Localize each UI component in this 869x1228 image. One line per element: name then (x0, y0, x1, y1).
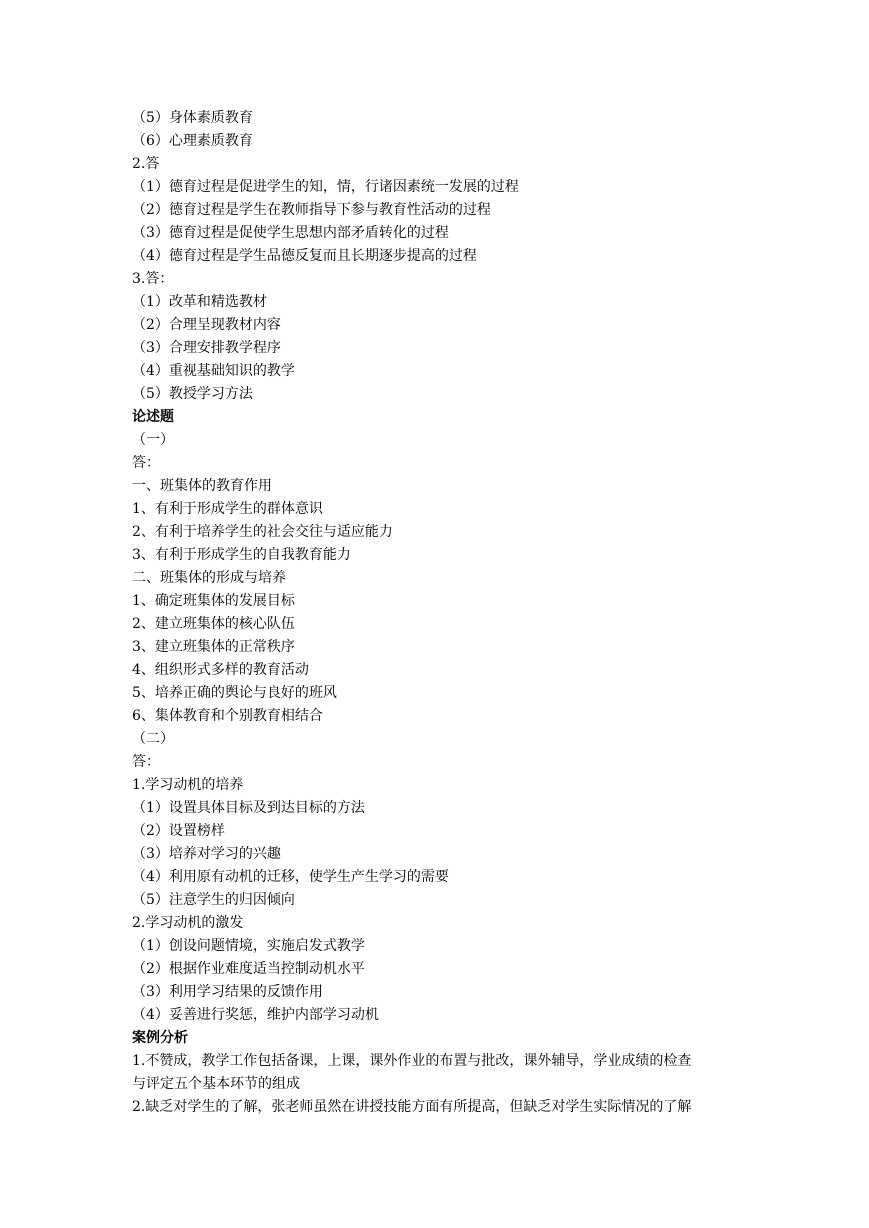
text-line: （1）改革和精选教材 (132, 294, 267, 310)
text-line: （2）合理呈现教材内容 (132, 317, 281, 333)
text-line: （一） (132, 432, 174, 448)
text-line: 5、培养正确的舆论与良好的班风 (132, 685, 337, 701)
text-line: 3、有利于形成学生的自我教育能力 (132, 547, 351, 563)
text-line: （2）根据作业难度适当控制动机水平 (132, 961, 365, 977)
text-line: （4）利用原有动机的迁移，使学生产生学习的需要 (132, 869, 449, 885)
text-line: 二、班集体的形成与培养 (132, 570, 286, 586)
text-line: （3）合理安排教学程序 (132, 340, 281, 356)
text-line: （3）利用学习结果的反馈作用 (132, 984, 323, 1000)
text-line: 1.不赞成，教学工作包括备课，上课，课外作业的布置与批改，课外辅导，学业成绩的检查 (132, 1053, 692, 1069)
text-line: （5）注意学生的归因倾向 (132, 892, 295, 908)
text-line: （4）妥善进行奖惩，维护内部学习动机 (132, 1007, 379, 1023)
text-line: 答： (132, 754, 160, 770)
text-line: （1）德育过程是促进学生的知，情，行诸因素统一发展的过程 (132, 179, 519, 195)
text-line: 2.答 (132, 156, 160, 172)
text-line: 6、集体教育和个别教育相结合 (132, 708, 323, 724)
text-line: （2）德育过程是学生在教师指导下参与教育性活动的过程 (132, 202, 491, 218)
text-line: （5）教授学习方法 (132, 386, 253, 402)
text-line: 与评定五个基本环节的组成 (132, 1076, 300, 1092)
text-line: 2.学习动机的激发 (132, 915, 244, 931)
text-line: （3）培养对学习的兴趣 (132, 846, 281, 862)
text-line: （2）设置榜样 (132, 823, 225, 839)
section-heading: 案例分析 (132, 1030, 188, 1046)
section-heading: 论述题 (132, 409, 174, 425)
text-line: （3）德育过程是促使学生思想内部矛盾转化的过程 (132, 225, 449, 241)
text-line: 2.缺乏对学生的了解，张老师虽然在讲授技能方面有所提高，但缺乏对学生实际情况的了解 (132, 1099, 692, 1115)
text-line: （1）设置具体目标及到达目标的方法 (132, 800, 365, 816)
text-line: 1、有利于形成学生的群体意识 (132, 501, 323, 517)
text-line: 1.学习动机的培养 (132, 777, 244, 793)
text-line: 3、建立班集体的正常秩序 (132, 639, 295, 655)
text-line: 3.答： (132, 271, 174, 287)
text-line: （4）德育过程是学生品德反复而且长期逐步提高的过程 (132, 248, 477, 264)
document-body (132, 107, 744, 1119)
text-line: 4、组织形式多样的教育活动 (132, 662, 309, 678)
text-line: （二） (132, 731, 174, 747)
text-line: （1）创设问题情境，实施启发式教学 (132, 938, 365, 954)
text-line: 2、有利于培养学生的社会交往与适应能力 (132, 524, 393, 540)
text-line: 答： (132, 455, 160, 471)
text-line: 2、建立班集体的核心队伍 (132, 616, 295, 632)
text-line: 一、班集体的教育作用 (132, 478, 272, 494)
text-line: 1、确定班集体的发展目标 (132, 593, 295, 609)
text-line: （6）心理素质教育 (132, 133, 253, 149)
text-line: （4）重视基础知识的教学 (132, 363, 295, 379)
text-line: （5）身体素质教育 (132, 110, 253, 126)
